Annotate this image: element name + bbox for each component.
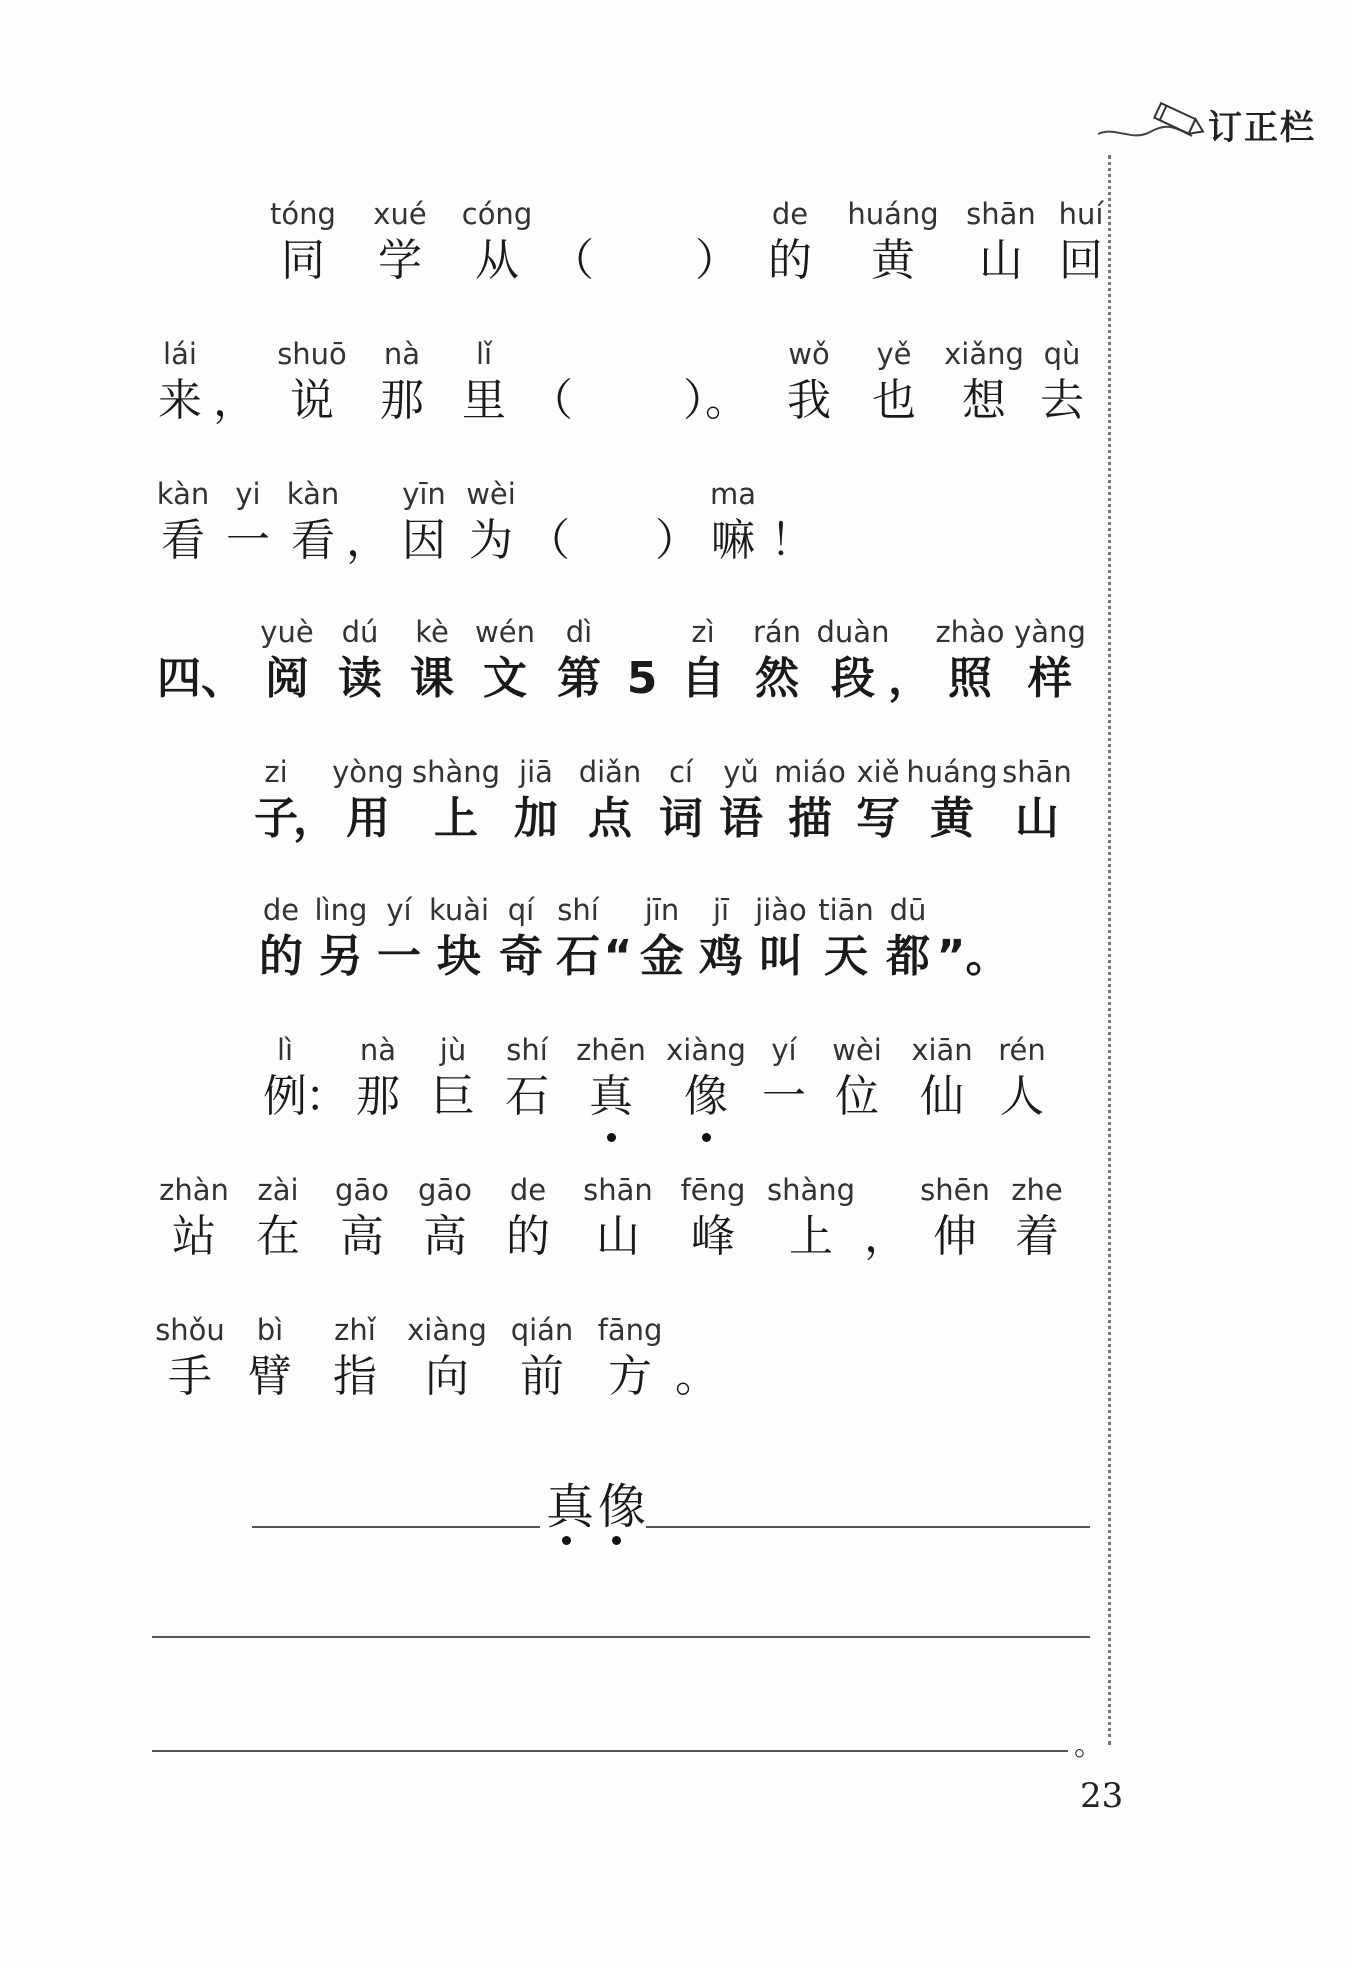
char-unit: shān 山 xyxy=(966,197,1036,286)
char-unit: cí 词 xyxy=(659,755,703,844)
answer-line-after[interactable] xyxy=(646,1526,1090,1528)
char-unit: yí 一 xyxy=(762,1033,806,1122)
char-unit: tiān 天 xyxy=(818,893,874,982)
close-paren: ）。 xyxy=(683,375,749,426)
answer-line-2[interactable] xyxy=(152,1636,1090,1638)
answer-line-before[interactable] xyxy=(252,1526,540,1528)
char-unit: zhǐ 指 xyxy=(333,1313,377,1402)
text-line-1 xyxy=(254,196,1112,290)
char-unit: jù 巨 xyxy=(431,1033,475,1122)
char-unit: yòng 用 xyxy=(332,755,404,844)
char-unit: huáng 黄 xyxy=(906,755,998,844)
char-unit: yi 一 xyxy=(226,477,270,566)
char-unit: shuō 说 xyxy=(277,337,347,426)
char-unit: gāo 高 xyxy=(335,1173,389,1262)
question-4-line-1 xyxy=(152,614,1090,708)
pencil-icon xyxy=(1096,98,1216,148)
char-unit: zhe 着 xyxy=(1011,1173,1063,1262)
punct-unit: 。 xyxy=(675,1351,719,1402)
char-unit: tóng 同 xyxy=(270,197,336,286)
fill-blank[interactable] xyxy=(576,336,666,430)
char-unit: qù 去 xyxy=(1040,337,1084,426)
char-unit: kàn 看 xyxy=(156,477,210,566)
correction-column-header xyxy=(1096,98,1316,148)
char-unit: kuài 块 xyxy=(428,893,490,982)
char-unit: jiào 叫 xyxy=(755,893,807,982)
char-unit: yàng 样 xyxy=(1014,615,1086,704)
char-unit: zài 在 xyxy=(256,1173,300,1262)
char-unit: xiǎng 想 xyxy=(944,337,1024,426)
char-unit: shǒu 手 xyxy=(155,1313,225,1402)
char-unit: yīn 因 xyxy=(402,477,446,566)
char-unit: wǒ 我 xyxy=(787,337,831,426)
answer-end-mark: 。 xyxy=(1074,1728,1104,1763)
answer-prompt-word: 真像 xyxy=(546,1479,651,1535)
punct-unit: ， xyxy=(864,1211,908,1262)
correction-title: 订正栏 xyxy=(1208,108,1316,148)
char-unit: huáng 黄 xyxy=(847,197,939,286)
punct-unit: ， xyxy=(888,653,932,704)
char-unit: yǔ 语 xyxy=(719,755,763,844)
punct-unit: ， xyxy=(293,793,337,844)
char-unit: de 的 xyxy=(768,197,812,286)
char-unit: ma 嘛 xyxy=(709,477,757,566)
example-line-2 xyxy=(152,1172,1074,1266)
punct-unit: ： xyxy=(305,1071,349,1122)
char-unit: kàn 看 xyxy=(286,477,340,566)
char-unit: zhàn 站 xyxy=(159,1173,229,1262)
char-unit: miáo 描 xyxy=(774,755,846,844)
char-unit: shān 山 xyxy=(583,1173,653,1262)
char-unit: jī 鸡 xyxy=(699,893,743,982)
emphasized-char: xiàng 像 xyxy=(658,1032,754,1126)
char-unit: nà 那 xyxy=(356,1033,400,1122)
open-quote: “ xyxy=(603,931,633,982)
punct-unit: ！ xyxy=(770,515,814,566)
char-unit: jiā 加 xyxy=(514,755,558,844)
fill-blank[interactable] xyxy=(598,196,688,290)
char-unit: rán 然 xyxy=(752,615,802,704)
char-unit: xiàng 向 xyxy=(407,1313,487,1402)
char-unit: de 的 xyxy=(506,1173,550,1262)
question-number: 四、 xyxy=(157,653,245,704)
emphasized-char: zhēn 真 xyxy=(564,1032,658,1126)
char-unit: dú 读 xyxy=(338,615,382,704)
char-unit: yuè 阅 xyxy=(260,615,314,704)
char-unit: bì 臂 xyxy=(248,1313,292,1402)
char-unit: zì 自 xyxy=(681,615,725,704)
char-unit: lìng 另 xyxy=(314,893,368,982)
char-unit: shàng 上 xyxy=(411,755,501,844)
question-4-line-2 xyxy=(250,754,1078,848)
close-paren: ） xyxy=(655,515,699,566)
close-quote: ”。 xyxy=(936,931,1010,982)
char-unit: wèi 为 xyxy=(466,477,516,566)
char-unit: shān 山 xyxy=(1002,755,1072,844)
emphasis-dot xyxy=(562,1536,571,1545)
answer-line-3[interactable] xyxy=(152,1750,1068,1752)
char-unit: zi 子 xyxy=(254,755,298,844)
char-unit: xué 学 xyxy=(373,197,427,286)
char-unit: kè 课 xyxy=(410,615,454,704)
close-paren: ） xyxy=(695,235,739,286)
open-paren: （ xyxy=(529,375,573,426)
char-unit: fāng 方 xyxy=(597,1313,663,1402)
question-4-line-3 xyxy=(252,892,1008,986)
paragraph-number: 5 xyxy=(626,653,658,704)
char-unit: xiě 写 xyxy=(856,755,900,844)
example-line-3 xyxy=(152,1312,722,1406)
char-unit: yě 也 xyxy=(872,337,916,426)
char-unit: huí 回 xyxy=(1058,197,1104,286)
char-unit: lì 例 xyxy=(263,1033,307,1122)
char-unit: lǐ 里 xyxy=(462,337,506,426)
char-unit: wén 文 xyxy=(475,615,535,704)
char-unit: nà 那 xyxy=(380,337,424,426)
char-unit: dì 第 xyxy=(557,615,601,704)
char-unit: gāo 高 xyxy=(418,1173,472,1262)
char-unit: jīn 金 xyxy=(640,893,684,982)
char-unit: shí 石 xyxy=(556,893,600,982)
char-unit: de 的 xyxy=(259,893,303,982)
emphasis-dot xyxy=(612,1536,621,1545)
char-unit: diǎn 点 xyxy=(578,755,642,844)
open-paren: （ xyxy=(526,515,570,566)
punct-unit: ， xyxy=(346,515,390,566)
char-unit: shàng 上 xyxy=(766,1173,856,1262)
char-unit: duàn 段 xyxy=(816,615,890,704)
char-unit: lái 来 xyxy=(158,337,202,426)
page-number: 23 xyxy=(1080,1776,1124,1816)
char-unit: zhào 照 xyxy=(935,615,1005,704)
punct-unit: ， xyxy=(213,375,257,426)
correction-divider xyxy=(1108,155,1111,1745)
char-unit: qián 前 xyxy=(510,1313,574,1402)
char-unit: rén 人 xyxy=(998,1033,1046,1122)
char-unit: dū 都 xyxy=(886,893,930,982)
fill-blank[interactable] xyxy=(570,476,654,570)
open-paren: （ xyxy=(550,235,594,286)
text-line-2 xyxy=(152,336,1092,430)
char-unit: qí 奇 xyxy=(499,893,543,982)
char-unit: wèi 位 xyxy=(832,1033,882,1122)
example-line-1 xyxy=(256,1032,1060,1126)
char-unit: fēng 峰 xyxy=(680,1173,746,1262)
char-unit: yí 一 xyxy=(377,893,421,982)
char-unit: xiān 仙 xyxy=(911,1033,973,1122)
char-unit: shēn 伸 xyxy=(920,1173,990,1262)
char-unit: cóng 从 xyxy=(461,197,533,286)
char-unit: shí 石 xyxy=(505,1033,549,1122)
text-line-3 xyxy=(152,476,818,570)
